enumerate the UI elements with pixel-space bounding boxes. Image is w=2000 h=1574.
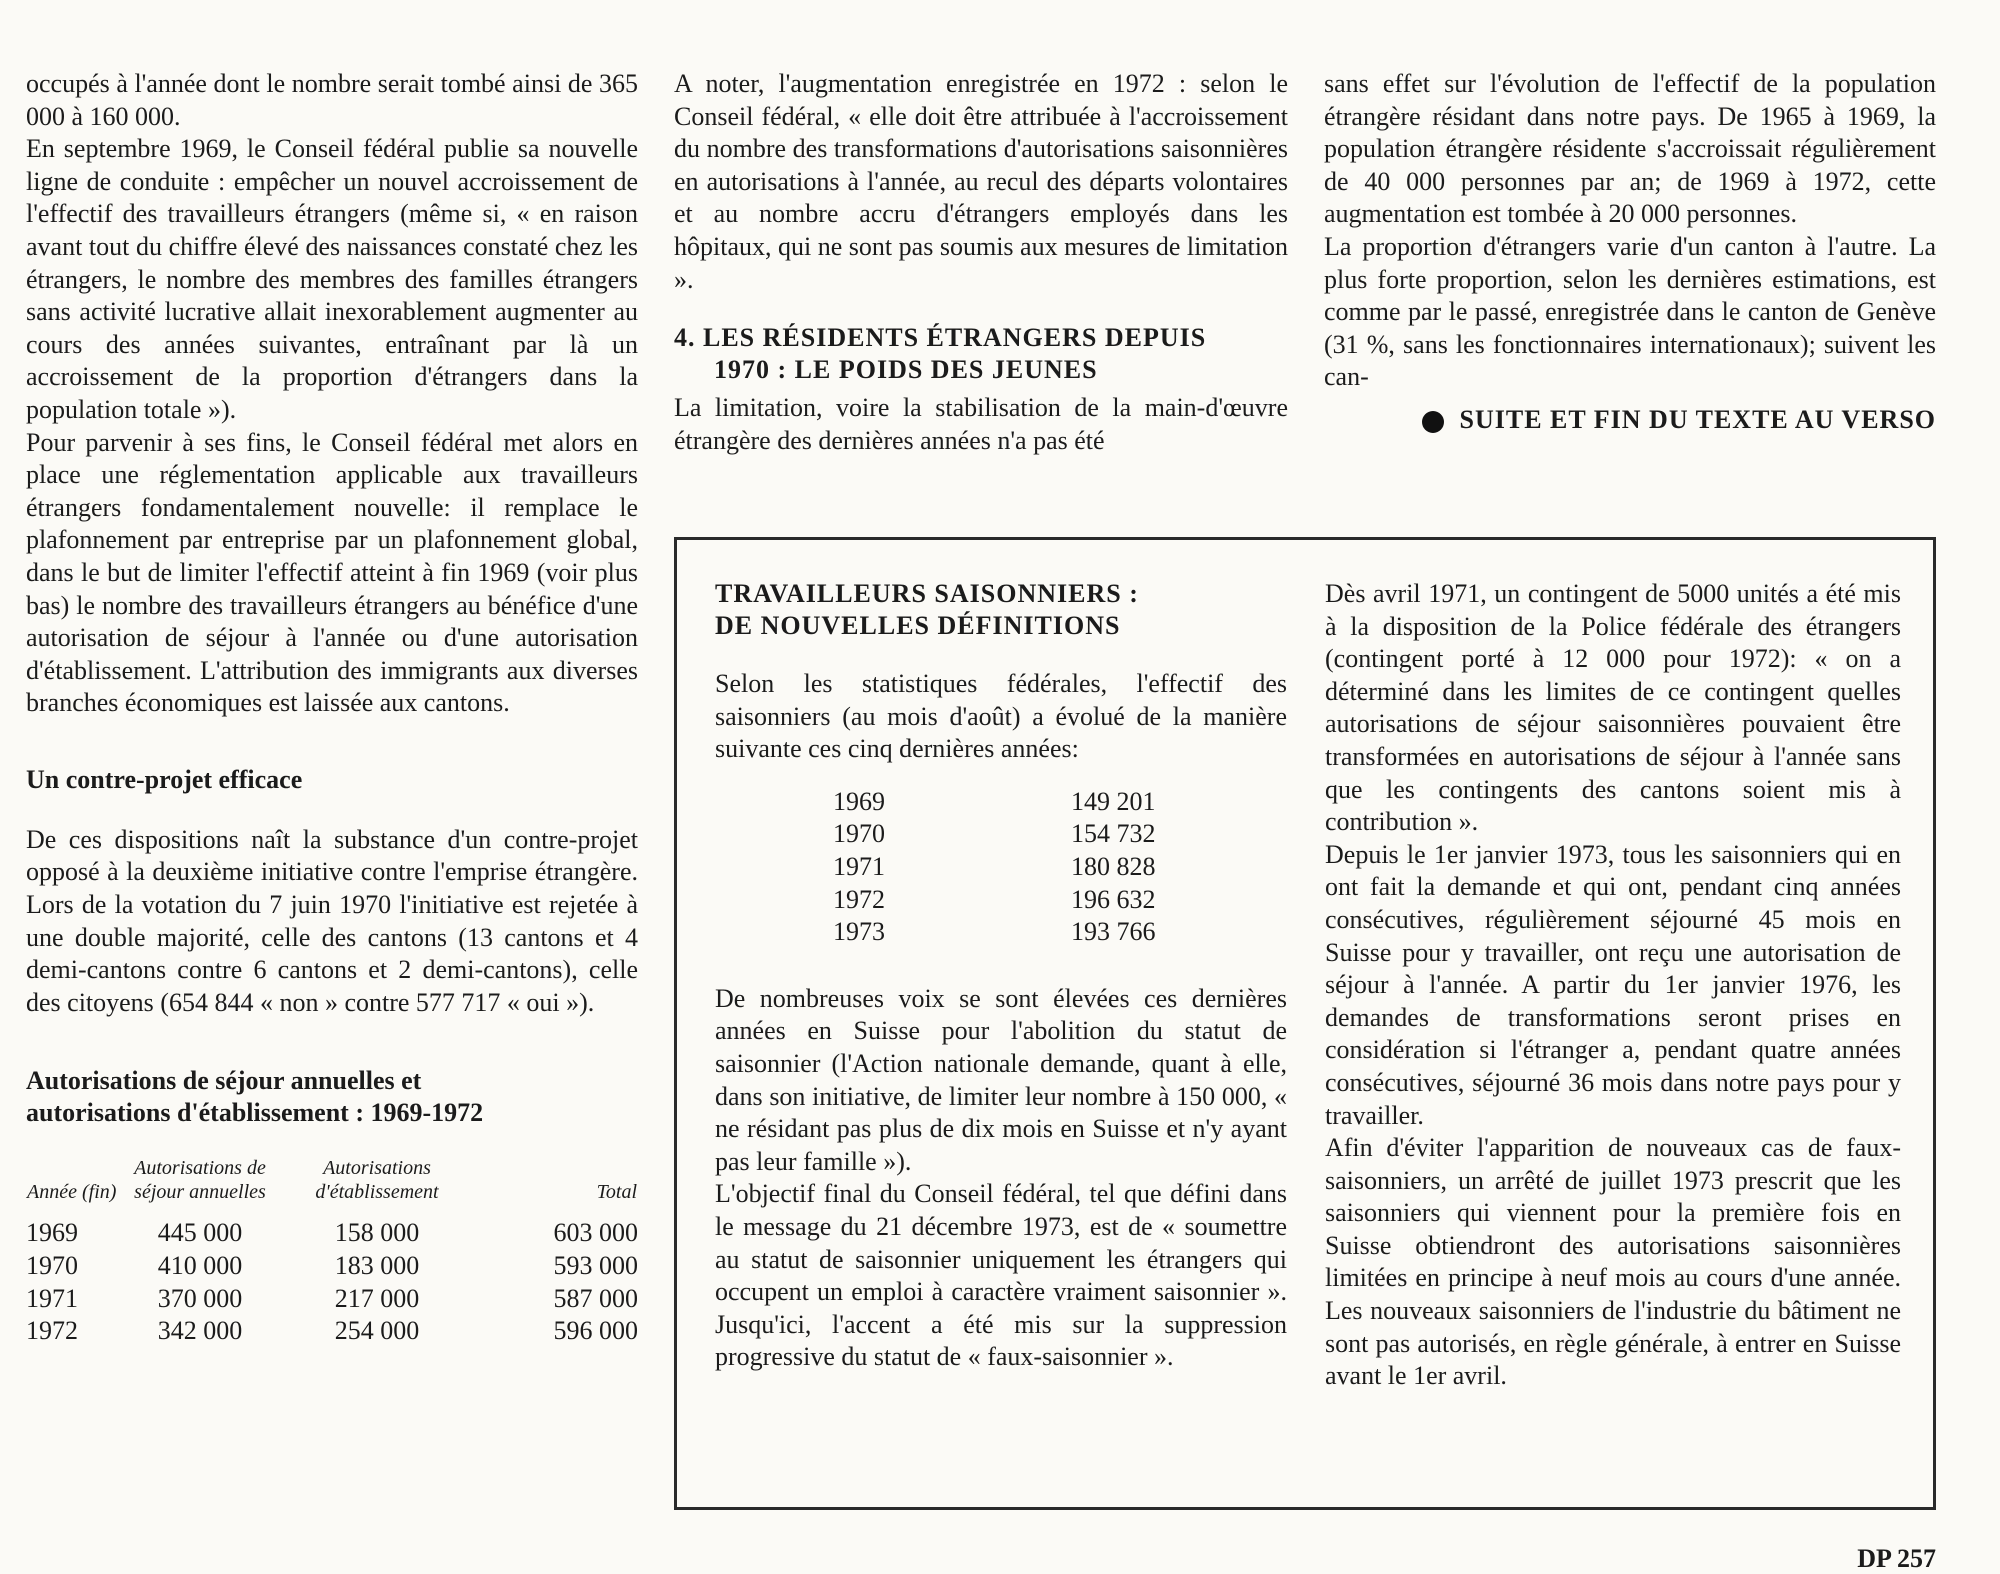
cell-establishment: 254 000 [334,1316,420,1346]
paragraph: Pour parvenir à ses fins, le Conseil fédéral met alors en place une réglementation applicable aux travailleurs étrangers fondamentalement nouvelle: il remplace le plafonnement par entreprise par un plafonnement global, dans le but de limiter l'effectif atteint à fin 1969 (voir plus bas) le nombre des travailleurs étrangers au bénéfice d'une autorisation de séjour à l'année ou d'une autorisation d'établissement. L'attribution des immigrants aux diverses branches économiques est laissée aux cantons. [26,427,638,718]
paragraph: occupés à l'année dont le nombre serait tombé ainsi de 365 000 à 160 000. [26,69,638,131]
cell-annual: 342 000 [157,1316,243,1346]
cell-total: 596 000 [553,1316,638,1346]
bullet-icon [1422,411,1444,433]
cell-total: 593 000 [553,1251,638,1281]
box-column-1 [715,578,1287,1374]
cell-annual: 410 000 [157,1251,243,1281]
paragraph: La limitation, voire la stabilisation de la main-d'œuvre étrangère des dernières années n'a pas été [674,393,1288,455]
cell-year: 1969 [26,1218,78,1248]
subheading: Un contre-projet efficace [26,764,303,794]
cell-value: 149 201 [1071,786,1156,816]
paragraph: sans effet sur l'évolution de l'effectif de la population étrangère résidant dans notre pays. De 1965 à 1969, la population étrangère résidente s'accroissait régulièrement de 40 000 personnes par an; de 1969 à 1972, cette augmentation est tombée à 20 000 personnes. [1324,69,1936,229]
table-title-line: autorisations d'établissement : 1969-1972 [26,1098,484,1128]
paragraph: Selon les statistiques fédérales, l'effectif des saisonniers (au mois d'août) a évolué de la manière suivante ces cinq dernières années: [715,669,1287,764]
cell-year: 1969 [833,786,885,816]
column-2 [674,68,1288,457]
header-annual: Autorisations de séjour annuelles [134,1157,266,1204]
cell-establishment: 217 000 [334,1283,420,1313]
paragraph: Dès avril 1971, un contingent de 5000 unités a été mis à la disposition de la Police fédérale des étrangers (contingent porté à 12 000 pour 1972): « on a déterminé dans les limites de ce contingent quelles autorisations de séjour saisonnières pouvaient être transformées en autorisations de séjour à l'année sans que les contingents des cantons soient mis à contribution ». [1325,579,1901,837]
cell-value: 154 732 [1071,819,1156,849]
cell-value: 196 632 [1071,884,1156,914]
table-row [833,851,1156,884]
paragraph: La proportion d'étrangers varie d'un canton à l'autre. La plus forte proportion, selon les dernières estimations, est comme par le passé, enregistrée dans le canton de Genève (31 %, sans les fonctionnaires internationaux); suivent les can- [1324,231,1936,392]
table-row [26,1315,638,1348]
cell-year: 1971 [26,1283,78,1313]
paragraph: De ces dispositions naît la substance d'un contre-projet opposé à la deuxième initiative contre l'emprise étrangère. Lors de la votation du 7 juin 1970 l'initiative est rejetée à une double majorité, celle des cantons (13 cantons et 4 demi-cantons contre 6 cantons et 2 demi-cantons), celle des citoyens (654 844 « non » contre 577 717 « oui »). [26,824,638,1017]
cell-year: 1972 [833,884,885,914]
header-establishment: Autorisations d'établissement [315,1157,439,1204]
header-total: Total [596,1181,637,1204]
cell-year: 1973 [833,917,885,947]
paragraph: A noter, l'augmentation enregistrée en 1972 : selon le Conseil fédéral, « elle doit être attribuée à l'accroissement du nombre des transformations d'autorisations saisonnières en autorisations à l'année, au recul des départs volontaires et au nombre accru d'étrangers employés dans les hôpitaux, qui ne sont pas soumis aux mesures de limitation ». [674,69,1288,294]
page-number: DP 257 [1857,1544,1936,1573]
section-heading-line: 1970 : LE POIDS DES JEUNES [714,355,1098,385]
table-row [833,916,1156,949]
paragraph: Depuis le 1er janvier 1973, tous les saisonniers qui en ont fait la demande et qui ont, pendant cinq années consécutives, régulièrement séjourné 45 mois en Suisse pour y travailler, ont reçu une autorisation de séjour à l'année. A partir du 1er janvier 1976, les demandes de transformations seront prises en considération si l'étranger a, pendant quatre années consécutives, séjourné 36 mois dans notre pays pour y travailler. [1325,839,1901,1130]
box-title-line: DE NOUVELLES DÉFINITIONS [715,611,1121,640]
seasonal-workers-box [674,537,1936,1510]
table-row [833,786,1156,819]
cell-year: 1970 [26,1251,78,1281]
continued-notice [1324,404,1936,436]
permits-table [26,1155,638,1347]
column-1 [26,68,638,1348]
box-title [715,578,1287,642]
paragraph: Afin d'éviter l'apparition de nouveaux cas de faux-saisonniers, un arrêté de juillet 1973 prescrit que les saisonniers qui viennent pour la première fois en Suisse obtiendront des autorisations saisonnières limitées en principe à neuf mois au cours d'une année. Les nouveaux saisonniers de l'industrie du bâtiment ne sont pas autorisés, en règle générale, à entrer en Suisse avant le 1er avril. [1325,1133,1901,1391]
cell-establishment: 158 000 [334,1218,420,1248]
seasonal-table [833,786,1156,949]
paragraph: De nombreuses voix se sont élevées ces dernières années en Suisse pour l'abolition du statut de saisonnier (l'Action nationale demande, quant à elle, dans son initiative, de limiter leur nombre à 150 000, « ne résidant pas plus de dix mois en Suisse et n'y ayant pas leur famille »). [715,983,1287,1176]
cell-value: 193 766 [1071,917,1156,947]
table-row [26,1250,638,1283]
table-row [26,1283,638,1316]
continued-text: SUITE ET FIN DU TEXTE AU VERSO [1459,404,1936,434]
column-3 [1324,68,1936,436]
paragraph: En septembre 1969, le Conseil fédéral publie sa nouvelle ligne de conduite : empêcher un nouvel accroissement de l'effectif des travailleurs étrangers (même si, « en raison avant tout du chiffre élevé des naissances constaté chez les étrangers, le nombre des membres des familles étrangers sans activité lucrative allait inexorablement augmenter au cours des années suivantes, entraînant par là un accroissement de la proportion d'étrangers dans la population totale »). [26,134,638,424]
cell-total: 603 000 [553,1218,638,1248]
box-title-line: TRAVAILLEURS SAISONNIERS : [715,579,1139,608]
box-column-2 [1325,578,1901,1393]
cell-annual: 445 000 [157,1218,243,1248]
section-heading [674,322,1288,386]
table-row [833,818,1156,851]
cell-total: 587 000 [553,1283,638,1313]
table-title-line: Autorisations de séjour annuelles et [26,1066,422,1096]
table-row [26,1217,638,1250]
table-row [833,884,1156,917]
cell-year: 1971 [833,851,885,881]
paragraph: L'objectif final du Conseil fédéral, tel que défini dans le message du 21 décembre 1973, est de « soumettre au statut de saisonnier uniquement les étrangers qui occupent un emploi à caractère vraiment saisonnier ». Jusqu'ici, l'accent a été mis sur la suppression progressive du statut de « faux-saisonnier ». [715,1179,1287,1372]
cell-annual: 370 000 [157,1283,243,1313]
section-heading-line: 4. LES RÉSIDENTS ÉTRANGERS DEPUIS [674,323,1207,353]
cell-value: 180 828 [1071,851,1156,881]
table-title [26,1065,638,1129]
cell-establishment: 183 000 [334,1251,420,1281]
header-year: Année (fin) [27,1181,117,1204]
cell-year: 1972 [26,1316,78,1346]
cell-year: 1970 [833,819,885,849]
